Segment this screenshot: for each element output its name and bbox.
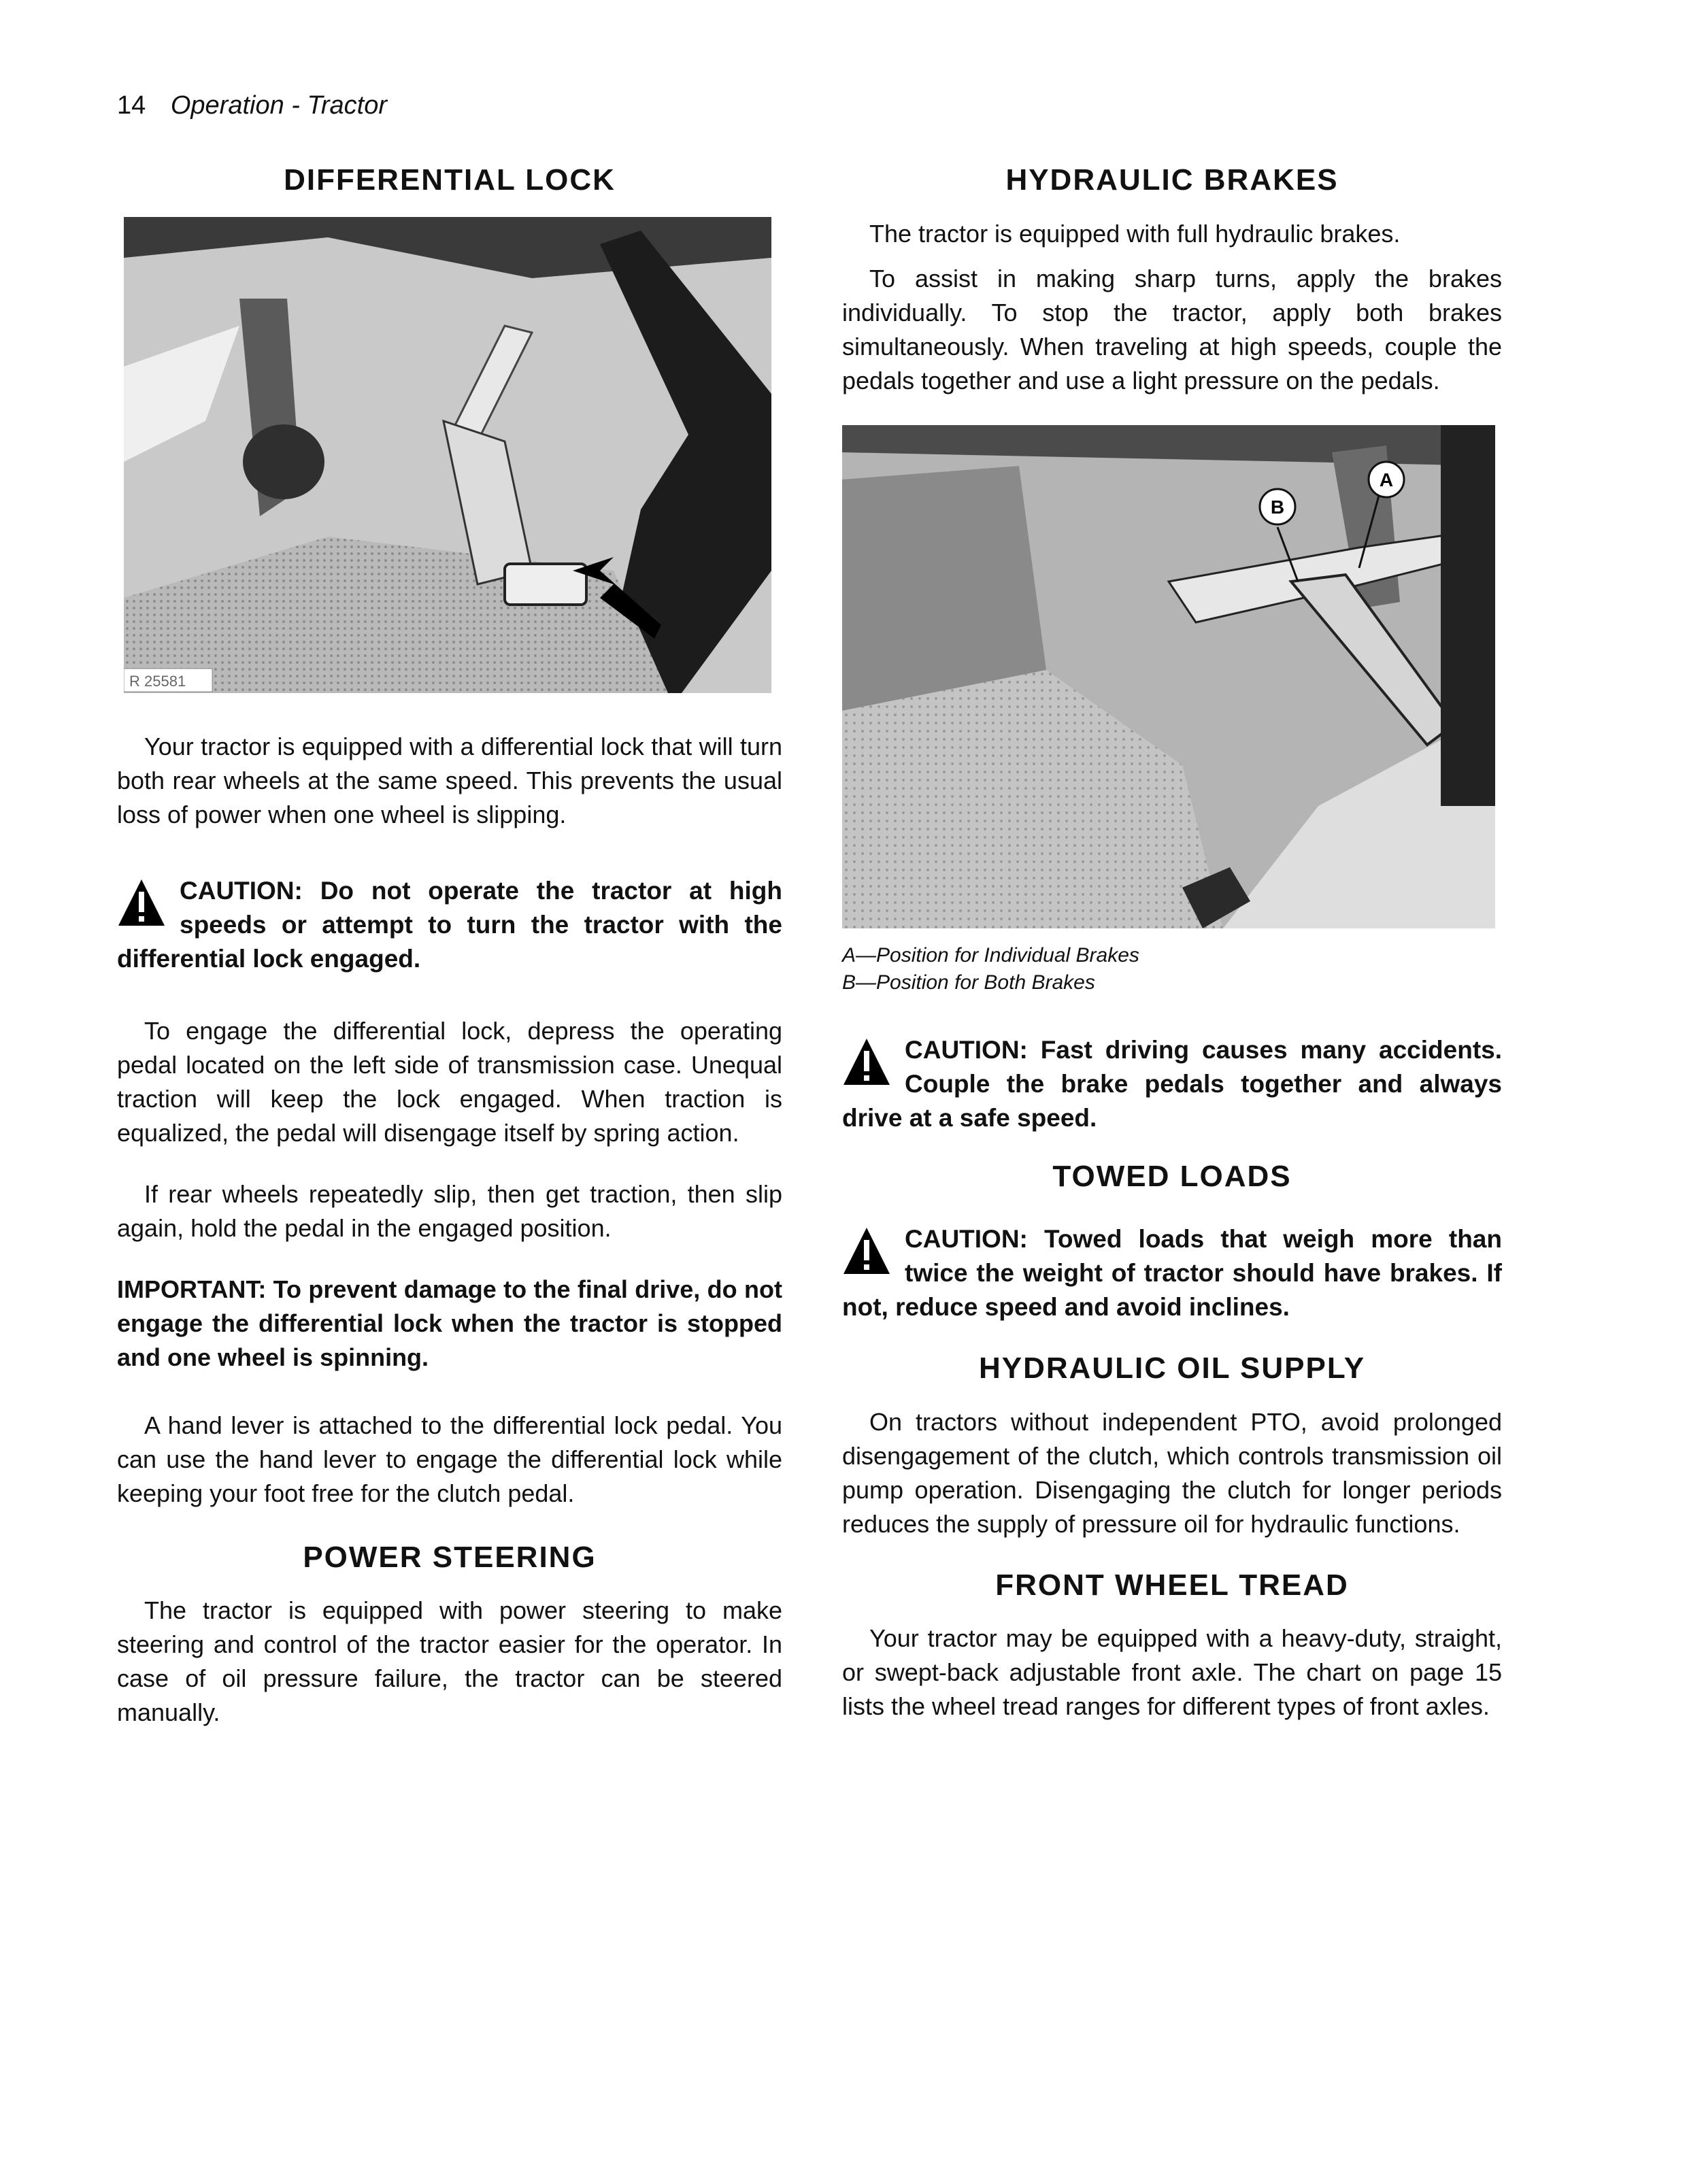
hydraulic-brakes-photo <box>842 425 1495 928</box>
hydraulic-brakes-paragraph-2: To assist in making sharp turns, apply the brakes individually. To stop the tractor, apply both brakes simultaneously. When traveling at high speeds, couple the pedals together and use a light pressure on the pedals. <box>842 264 1502 394</box>
caution-warning-icon <box>842 1037 891 1088</box>
towed-loads-caution: CAUTION: Towed loads that weigh more than twice the weight of tractor should have brakes. If not, reduce speed and avoid inclines. <box>842 1225 1502 1322</box>
hydraulic-brakes-caution: CAUTION: Fast driving causes many accidents. Couple the brake pedals together and always drive at a safe speed. <box>842 1035 1502 1132</box>
hydraulic-brakes-heading: HYDRAULIC BRAKES <box>1005 163 1339 197</box>
differential-lock-paragraph-4: A hand lever is attached to the differential lock pedal. You can use the hand lever to engage the differential lock while keeping your foot free for the clutch pedal. <box>117 1411 782 1507</box>
right-column <box>842 163 1502 1741</box>
differential-lock-paragraph-3: If rear wheels repeatedly slip, then get traction, then slip again, hold the pedal in the engaged position. <box>117 1179 782 1242</box>
differential-lock-photo-ref: R 25581 <box>129 672 186 690</box>
differential-lock-photo <box>124 217 771 693</box>
power-steering-heading: POWER STEERING <box>303 1540 597 1574</box>
hydraulic-oil-supply-heading: HYDRAULIC OIL SUPPLY <box>978 1351 1366 1385</box>
callout-b: B <box>1270 496 1285 518</box>
differential-lock-heading: DIFFERENTIAL LOCK <box>284 163 616 197</box>
towed-loads-heading: TOWED LOADS <box>1052 1159 1292 1193</box>
differential-lock-paragraph-1: Your tractor is equipped with a differential lock that will turn both rear wheels at the same speed. This prevents the usual loss of power when one wheel is slipping. <box>117 732 782 828</box>
brake-photo-captions <box>842 942 1502 996</box>
important-notice: IMPORTANT: To prevent damage to the final drive, do not engage the differential lock when the tractor is stopped and one wheel is spinning. <box>117 1275 782 1371</box>
caption-b: B—Position for Both Brakes <box>842 971 1095 994</box>
section-title: Operation - Tractor <box>170 91 388 120</box>
hydraulic-brakes-paragraph-1: The tractor is equipped with full hydraulic brakes. <box>869 219 1401 248</box>
front-wheel-tread-paragraph: Your tractor may be equipped with a heavy-duty, straight, or swept-back adjustable front axle. The chart on page 15 lists the wheel tread ranges for different types of front axles. <box>842 1624 1502 1721</box>
page-header <box>117 91 387 120</box>
differential-lock-caution: CAUTION: Do not operate the tractor at high speeds or attempt to turn the tractor with the differential lock engaged. <box>117 876 782 973</box>
differential-lock-paragraph-2: To engage the differential lock, depress the operating pedal located on the left side of transmission case. Unequal traction will keep the lock engaged. When traction is equalized, the pedal will disengage itself by spring action. <box>117 1016 782 1147</box>
page-number: 14 <box>117 91 146 120</box>
callout-a: A <box>1379 469 1394 490</box>
left-column <box>117 163 782 1747</box>
front-wheel-tread-heading: FRONT WHEEL TREAD <box>995 1568 1349 1602</box>
caution-warning-icon <box>842 1226 891 1277</box>
hydraulic-oil-supply-paragraph: On tractors without independent PTO, avoid prolonged disengagement of the clutch, which controls transmission oil pump operation. Disengaging the clutch for longer periods reduces the supply of pressure oil for hydraulic functions. <box>842 1407 1502 1538</box>
caution-warning-icon <box>117 878 166 928</box>
caption-a: A—Position for Individual Brakes <box>842 943 1139 967</box>
power-steering-paragraph: The tractor is equipped with power steering to make steering and control of the tractor easier for the operator. In case of oil pressure failure, the tractor can be steered manually. <box>117 1596 782 1727</box>
